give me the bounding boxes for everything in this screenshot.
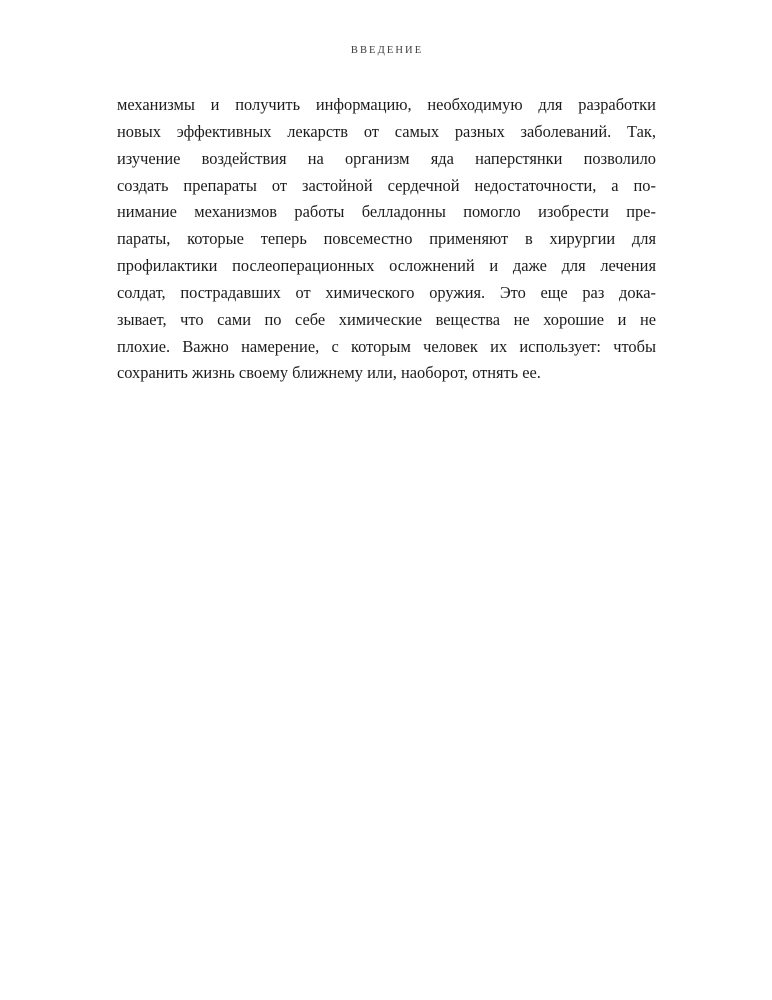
text-line: сохранить жизнь своему ближнему или, наоборот, отнять ее. (117, 363, 541, 383)
text-line: плохие. Важно намерение, с которым человек их использует: чтобы (117, 336, 656, 356)
text-line: новых эффективных лекарств от самых разных заболеваний. Так, (117, 121, 656, 141)
text-line: механизмы и получить информацию, необходимую для разработки (117, 95, 656, 114)
text-line: создать препараты от застойной сердечной недостаточности, а по- (117, 175, 656, 195)
running-head: ВВЕДЕНИЕ (350, 45, 424, 56)
text-line: солдат, пострадавших от химического оружия. Это еще раз дока- (117, 282, 656, 302)
body-paragraph (117, 92, 656, 387)
text-line: нимание механизмов работы белладонны помогло изобрести пре- (117, 202, 656, 222)
text-line: зывает, что сами по себе химические вещества не хорошие и не (117, 309, 656, 329)
text-line: параты, которые теперь повсеместно применяют в хирургии для (117, 229, 656, 249)
text-line: изучение воздействия на организм яда наперстянки позволило (117, 148, 656, 168)
text-line: профилактики послеоперационных осложнений и даже для лечения (117, 256, 656, 276)
